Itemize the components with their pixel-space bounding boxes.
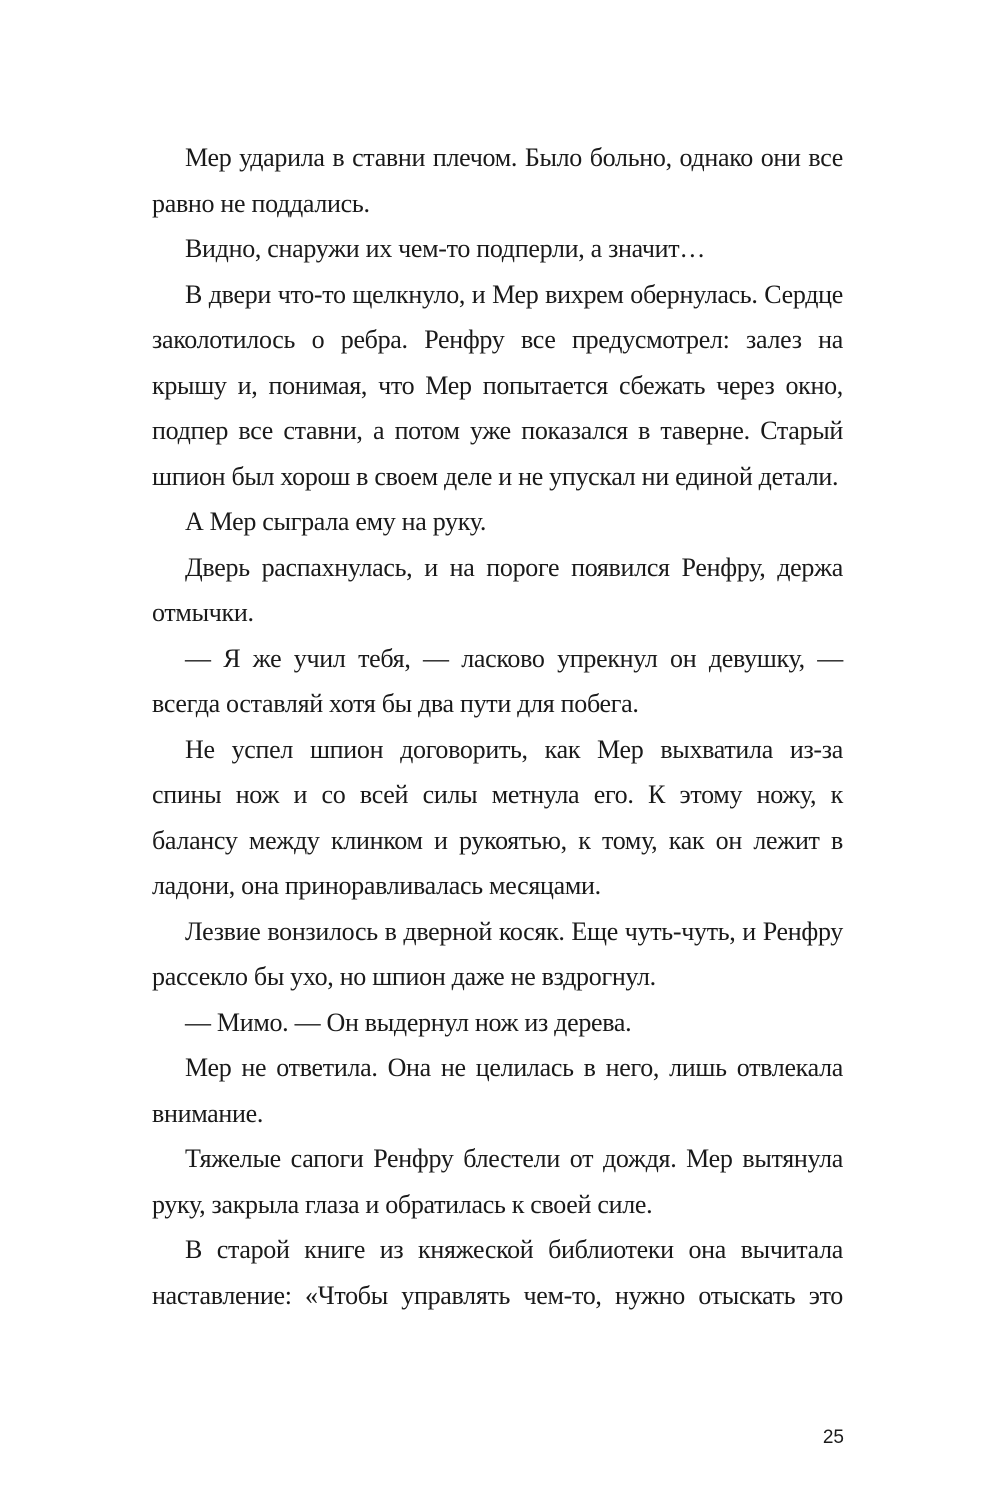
paragraph: Тяжелые сапоги Ренфру блестели от дождя. Мер вытянула руку, закрыла глаза и обратилась к своей силе. bbox=[152, 1144, 843, 1219]
paragraph: Дверь распахнулась, и на пороге появился Ренфру, держа отмычки. bbox=[152, 552, 843, 627]
paragraph: В двери что-то щелкнуло, и Мер вихрем обернулась. Сердце заколотилось о ребра. Ренфру все предусмотрел: залез на крышу и, понимая, что Мер попытается сбежать через окно, подпер все ставни, а потом уже показался в таверне. Старый шпион был хорош в своем деле и не упускал ни единой детали. bbox=[152, 279, 843, 491]
page-number: 25 bbox=[822, 1427, 844, 1448]
paragraph: Мер ударила в ставни плечом. Было больно, однако они все равно не поддались. bbox=[152, 143, 843, 218]
paragraph: А Мер сыграла ему на руку. bbox=[185, 507, 487, 536]
paragraph: Лезвие вонзилось в дверной косяк. Еще чуть-чуть, и Ренфру рассекло бы ухо, но шпион даже не вздрогнул. bbox=[152, 916, 843, 991]
paragraph: Мер не ответила. Она не целилась в него, лишь отвлекала внимание. bbox=[152, 1053, 843, 1128]
paragraph: — Мимо. — Он выдернул нож из дерева. bbox=[185, 1007, 632, 1037]
paragraph: — Я же учил тебя, — ласково упрекнул он девушку, — всегда оставляй хотя бы два пути для побега. bbox=[152, 643, 843, 718]
body-text bbox=[152, 135, 843, 1318]
paragraph: Видно, снаружи их чем-то подперли, а значит… bbox=[185, 234, 706, 263]
paragraph: Не успел шпион договорить, как Мер выхватила из-за спины нож и со всей силы метнула его. К этому ножу, к балансу между клинком и рукоятью, к тому, как он лежит в ладони, она приноравливалась месяцами. bbox=[152, 734, 843, 900]
paragraph: В старой книге из княжеской библиотеки она вычитала наставление: «Чтобы управлять чем-то, нужно отыскать это bbox=[152, 1235, 843, 1310]
